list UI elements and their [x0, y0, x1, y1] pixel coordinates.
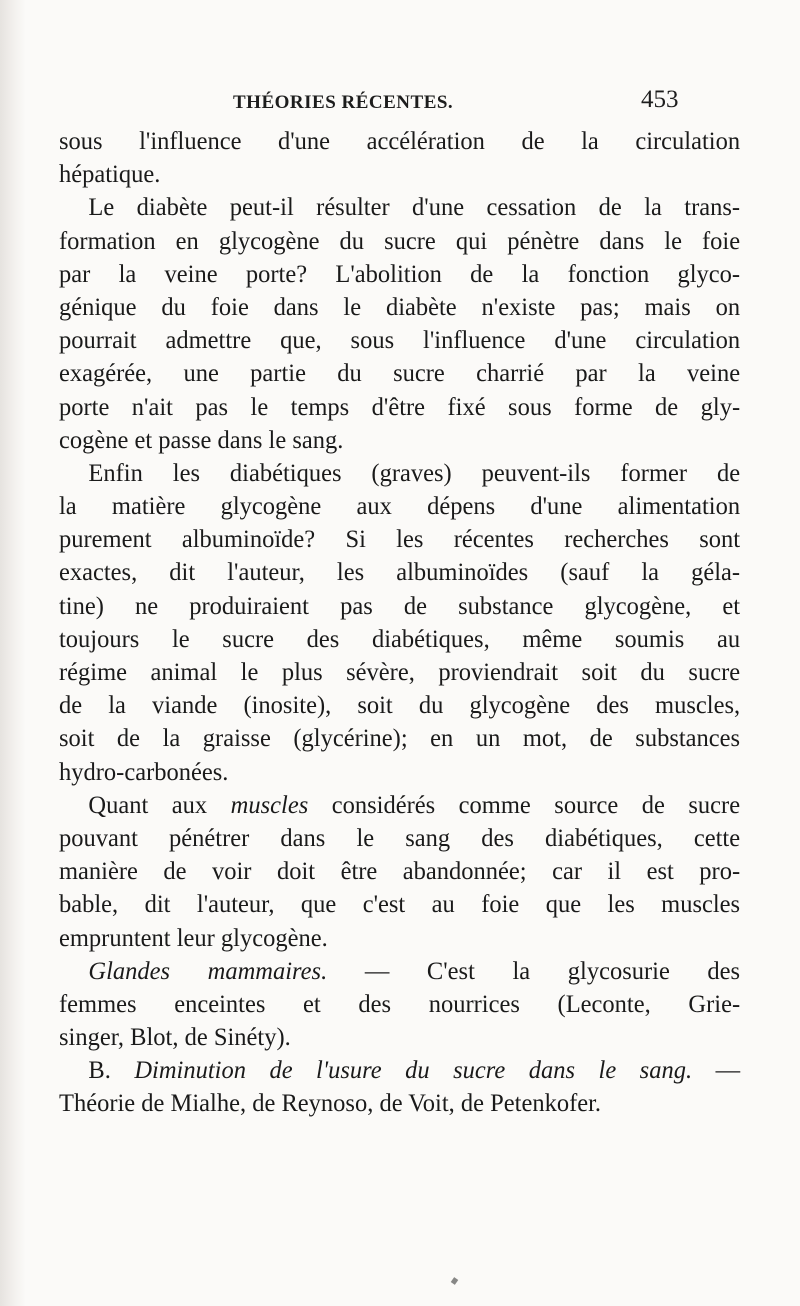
text-line: par la veine porte? L'abolition de la fonction glyco- — [59, 260, 741, 288]
text-line: bable, dit l'auteur, que c'est au foie que les muscles — [59, 891, 741, 919]
text-line: hépatique. — [59, 161, 161, 189]
paragraph-start-line — [59, 1054, 740, 1087]
text-run: considérés comme source de sucre — [308, 791, 741, 819]
text-line: génique du foie dans le diabète n'existe pas; mais on — [59, 293, 741, 321]
text-line: la matière glycogène aux dépens d'une alimentation — [59, 493, 741, 521]
paragraph-start-line — [59, 955, 740, 988]
text-run: B. — [88, 1057, 135, 1085]
text-line: hydro-carbonées. — [59, 758, 229, 786]
text-run: — — [692, 1057, 741, 1085]
text-line: exagérée, une partie du sucre charrié par la veine — [59, 360, 741, 388]
italic-heading: Diminution de l'usure du sucre dans le sang. — [134, 1057, 693, 1085]
text-line: exactes, dit l'auteur, les albuminoïdes (sauf la géla- — [59, 559, 741, 587]
text-line: soit de la graisse (glycérine); en un mot, de substances — [59, 725, 741, 753]
text-line: sous l'influence d'une accélération de la circulation — [59, 128, 741, 155]
page-gutter-shadow — [0, 0, 26, 1306]
text-line: tine) ne produiraient pas de substance glycogène, et — [59, 592, 741, 620]
italic-heading: Glandes mammaires. — [88, 957, 328, 985]
page-number: 453 — [641, 86, 679, 113]
text-line: purement albuminoïde? Si les récentes recherches sont — [59, 526, 741, 554]
running-head-title: THÉORIES RÉCENTES. — [233, 92, 454, 113]
text-line: singer, Blot, de Sinéty). — [59, 1024, 291, 1052]
text-run: — C'est la glycosurie des — [327, 957, 741, 985]
paragraph-start-line: Le diabète peut-il résulter d'une cessation de la trans- — [88, 194, 741, 222]
text-line: femmes enceintes et des nourrices (Leconte, Grie- — [59, 990, 741, 1018]
text-line: de la viande (inosite), soit du glycogène des muscles, — [59, 692, 741, 720]
text-line: régime animal le plus sévère, proviendrait soit du sucre — [59, 659, 741, 686]
print-speck — [451, 1277, 459, 1285]
text-line: cogène et passe dans le sang. — [59, 426, 344, 454]
paragraph-start-line — [59, 789, 740, 822]
text-run: Quant aux — [88, 791, 231, 819]
text-line: empruntent leur glycogène. — [59, 924, 328, 952]
italic-term: muscles — [230, 791, 309, 819]
text-line: Théorie de Mialhe, de Reynoso, de Voit, de Petenkofer. — [59, 1090, 602, 1118]
text-line: porte n'ait pas le temps d'être fixé sous forme de gly- — [59, 393, 741, 421]
body-text — [59, 125, 740, 1121]
text-line: pourrait admettre que, sous l'influence d'une circulation — [59, 327, 741, 355]
text-line: pouvant pénétrer dans le sang des diabétiques, cette — [59, 824, 741, 852]
text-line: toujours le sucre des diabétiques, même soumis au — [59, 625, 741, 653]
running-head — [0, 86, 800, 122]
text-line: formation en glycogène du sucre qui pénètre dans le foie — [59, 227, 741, 255]
paragraph-start-line: Enfin les diabétiques (graves) peuvent-ils former de — [88, 459, 741, 487]
text-line: manière de voir doit être abandonnée; car il est pro- — [59, 858, 741, 886]
